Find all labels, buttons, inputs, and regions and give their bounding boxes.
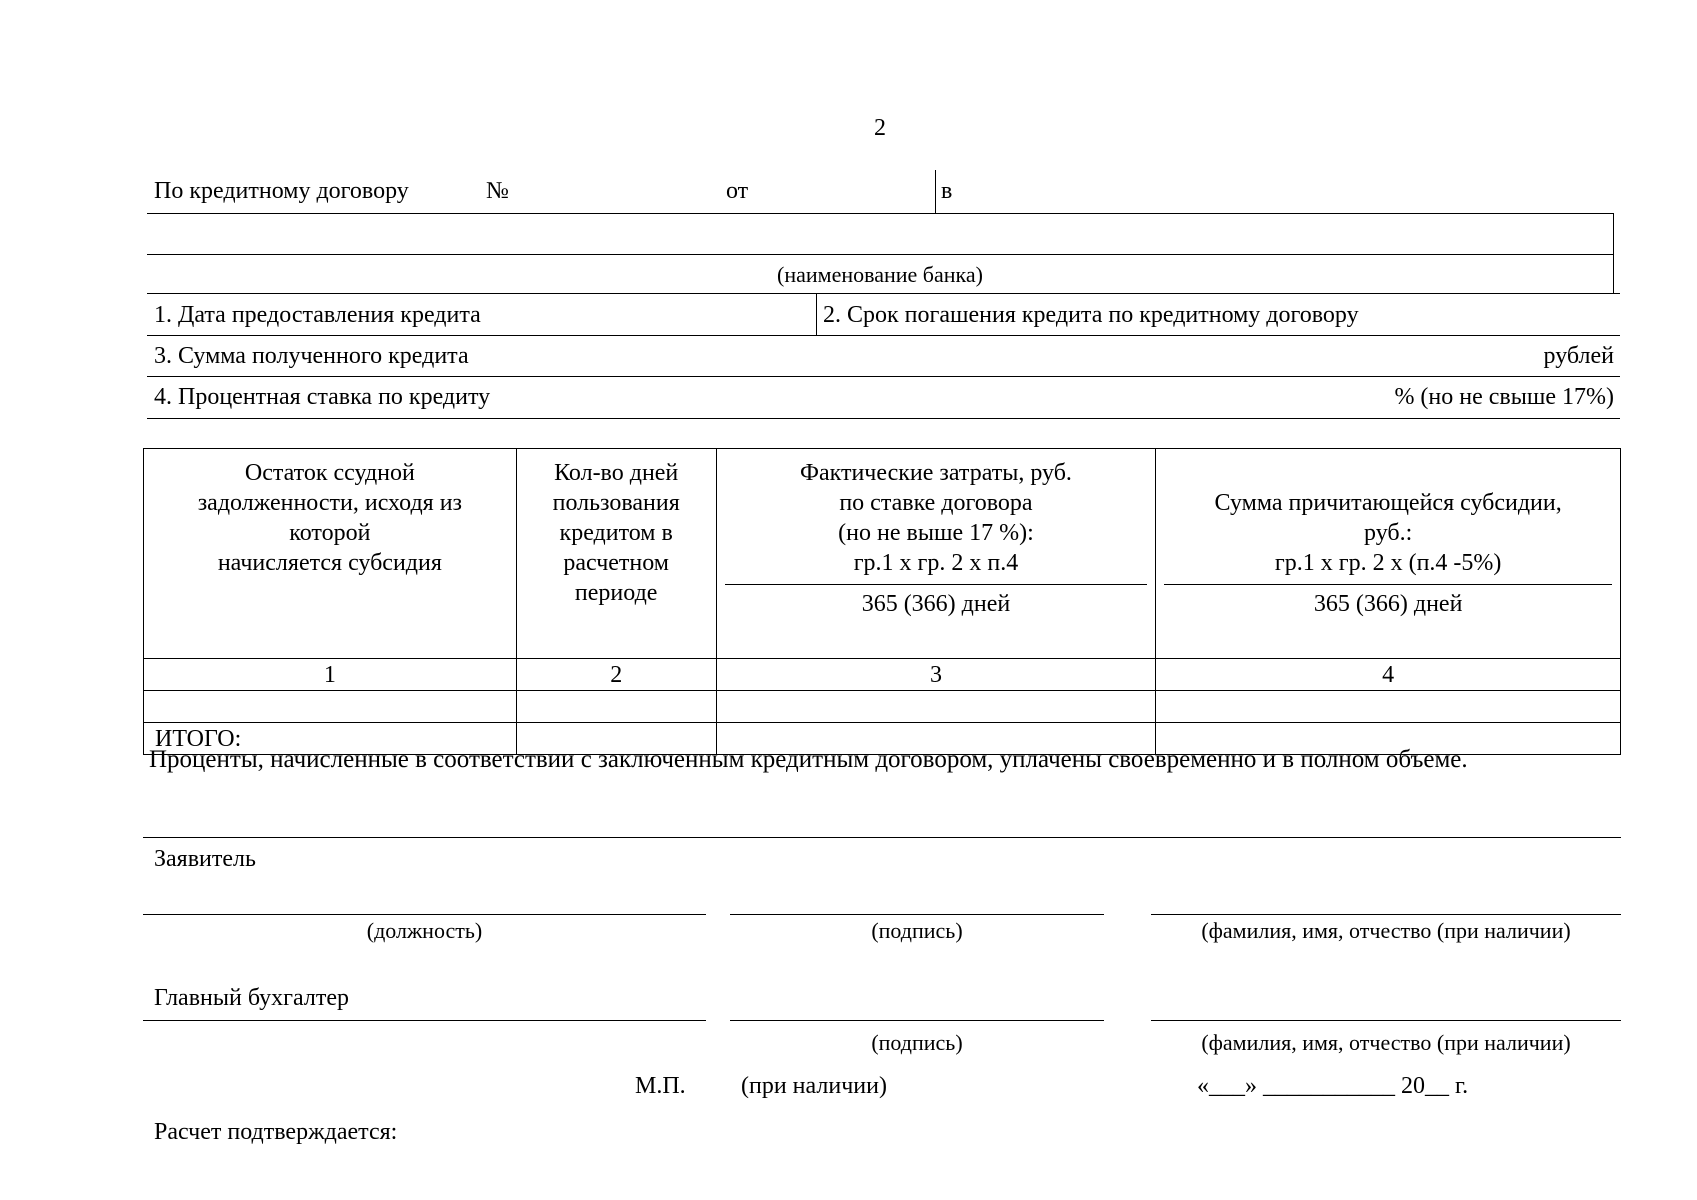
chief-position-line[interactable]	[143, 1020, 706, 1021]
chief-accountant-label: Главный бухгалтер	[154, 985, 349, 1011]
page-number: 2	[874, 115, 886, 141]
applicant-top-line	[143, 837, 1621, 838]
applicant-label: Заявитель	[154, 846, 256, 872]
col-number-4: 4	[1156, 659, 1621, 691]
signature-line[interactable]	[730, 914, 1104, 915]
chief-signature-caption: (подпись)	[871, 1030, 963, 1055]
calculation-confirmed-label: Расчет подтверждается:	[154, 1119, 398, 1145]
col-number-3: 3	[716, 659, 1156, 691]
col3-formula-numerator: Фактические затраты, руб. по ставке договора (но не выше 17 %): гр.1 х гр. 2 х п.4	[725, 458, 1148, 585]
item2-label: 2. Срок погашения кредита по кредитному договору	[823, 302, 1359, 328]
item3-line	[147, 376, 1620, 377]
col4-formula-numerator: Сумма причитающейся субсидии, руб.: гр.1 х гр. 2 х (п.4 -5%)	[1164, 488, 1612, 585]
item4-unit: % (но не свыше 17%)	[1394, 384, 1614, 410]
table-data-row	[144, 691, 1621, 723]
item1-label: 1. Дата предоставления кредита	[154, 302, 481, 328]
table-header-row	[144, 449, 1621, 659]
col2-header: Кол-во дней пользования кредитом в расчетном периоде	[516, 449, 716, 659]
name-line[interactable]	[1151, 914, 1621, 915]
chief-signature-line[interactable]	[730, 1020, 1104, 1021]
col1-header: Остаток ссудной задолженности, исходя из которой начисляется субсидия	[144, 449, 517, 659]
item12-line	[147, 335, 1620, 336]
col4-formula-denominator: 365 (366) дней	[1313, 591, 1463, 617]
from-label: от	[726, 178, 749, 204]
number-sign: №	[486, 178, 509, 204]
stamp-if-any: (при наличии)	[741, 1073, 887, 1099]
chief-name-caption: (фамилия, имя, отчество (при наличии)	[1201, 1030, 1571, 1055]
header-divider	[935, 170, 936, 214]
by-contract-label: По кредитному договору	[154, 178, 409, 204]
item4-line	[147, 418, 1620, 419]
stamp-label: М.П.	[635, 1073, 686, 1099]
bank-caption: (наименование банка)	[777, 262, 983, 287]
bank-name-line	[147, 254, 1613, 255]
confirmation-paragraph: Проценты, начисленные в соответствии с заключенным кредитным договором, уплачены своевременно и в полном объеме.	[149, 746, 1468, 773]
table-cell[interactable]	[1156, 691, 1621, 723]
signature-caption: (подпись)	[871, 918, 963, 943]
header-line	[147, 213, 1613, 214]
col-number-2: 2	[516, 659, 716, 691]
position-caption: (должность)	[366, 918, 483, 943]
in-label: в	[941, 178, 953, 204]
table-cell[interactable]	[716, 691, 1156, 723]
table-number-row	[144, 659, 1621, 691]
chief-name-line[interactable]	[1151, 1020, 1621, 1021]
date-line[interactable]: «___» ___________ 20__ г.	[1197, 1073, 1469, 1099]
position-line[interactable]	[143, 914, 706, 915]
col3-formula-denominator: 365 (366) дней	[861, 591, 1011, 617]
total-label: ИТОГО:	[144, 723, 517, 755]
bank-box-right	[1613, 213, 1614, 293]
table-cell[interactable]	[516, 691, 716, 723]
item3-unit: рублей	[1543, 343, 1614, 369]
col-number-1: 1	[144, 659, 517, 691]
table-cell[interactable]	[144, 691, 517, 723]
item3-label: 3. Сумма полученного кредита	[154, 343, 469, 369]
col3-header	[716, 449, 1156, 659]
name-caption: (фамилия, имя, отчество (при наличии)	[1201, 918, 1571, 943]
item12-divider	[816, 293, 817, 335]
subsidy-table	[143, 448, 1621, 755]
item4-label: 4. Процентная ставка по кредиту	[154, 384, 491, 410]
col4-header	[1156, 449, 1621, 659]
bank-bottom-line	[147, 293, 1620, 294]
